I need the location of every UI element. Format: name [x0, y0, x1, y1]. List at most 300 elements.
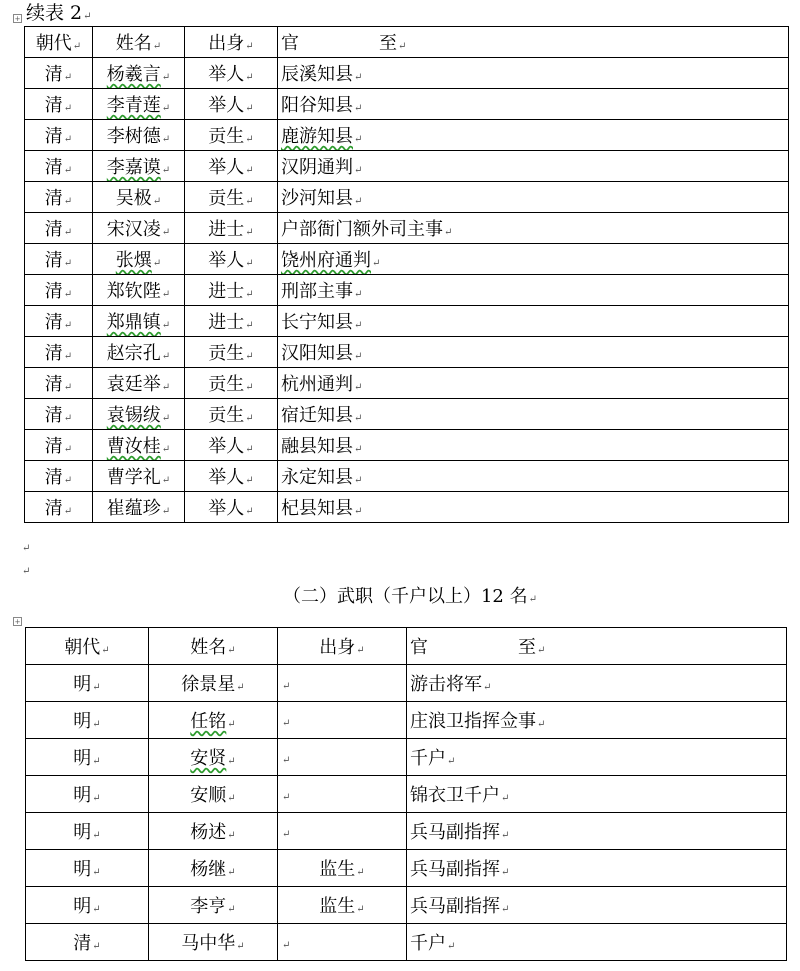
paragraph-mark-icon: ↵ [227, 830, 236, 841]
cell-dynasty [25, 430, 93, 461]
cell-office-text: 兵马副指挥 [410, 822, 500, 843]
table-row [26, 776, 787, 813]
paragraph-mark-icon: ↵ [92, 756, 101, 767]
paragraph-mark-icon: ↵ [282, 791, 291, 803]
cell-office-text: 宿迁知县 [281, 405, 353, 426]
paragraph-mark-icon: ↵ [152, 258, 162, 269]
paragraph-mark-icon: ↵ [227, 719, 236, 730]
cell-dynasty-text: 清 [44, 250, 63, 271]
paragraph-mark-icon: ↵ [83, 11, 92, 22]
cell-dynasty-text: 清 [44, 219, 63, 240]
paragraph-mark-icon: ↵ [282, 717, 291, 729]
cell-dynasty-text: 清 [44, 436, 63, 457]
cell-office-text: 辰溪知县 [281, 64, 353, 85]
paragraph-mark-icon: ↵ [22, 566, 31, 577]
paragraph-mark-icon: ↵ [354, 134, 363, 145]
cell-dynasty [25, 492, 93, 523]
table-row [26, 924, 787, 961]
cell-origin-text: 举人 [208, 436, 245, 457]
cell-dynasty-text: 清 [44, 157, 63, 178]
paragraph-mark-icon: ↵ [245, 165, 254, 176]
cell-dynasty [25, 275, 93, 306]
cell-origin-text: 贡生 [208, 343, 245, 364]
cell-name-text: 马中华 [181, 933, 236, 954]
cell-office [278, 461, 789, 492]
cell-name [149, 776, 278, 813]
cell-origin-text: 进士 [208, 312, 245, 333]
paragraph-mark-icon: ↵ [354, 103, 363, 114]
cell-office [407, 924, 787, 961]
cell-dynasty [25, 337, 93, 368]
paragraph-mark-icon: ↵ [161, 72, 171, 83]
paragraph-mark-icon: ↵ [161, 506, 171, 517]
header-origin: 出身↵ [185, 27, 278, 58]
paragraph-mark-icon: ↵ [356, 867, 365, 878]
cell-name [93, 430, 185, 461]
table-row [26, 702, 787, 739]
cell-office [278, 492, 789, 523]
cell-origin [278, 739, 407, 776]
cell-name [149, 850, 278, 887]
header-dynasty: 朝代↵ [26, 628, 149, 665]
cell-name-text: 袁锡绂 [106, 405, 161, 426]
paragraph-mark-icon: ↵ [245, 506, 254, 517]
cell-dynasty [26, 665, 149, 702]
cell-origin [185, 306, 278, 337]
cell-office [278, 275, 789, 306]
paragraph-mark-icon: ↵ [354, 382, 363, 393]
paragraph-mark-icon: ↵ [236, 682, 245, 693]
paragraph-mark-icon: ↵ [245, 258, 254, 269]
cell-dynasty [25, 89, 93, 120]
table-row [25, 213, 789, 244]
military-officials-table [25, 627, 787, 961]
cell-origin-text: 举人 [208, 250, 245, 271]
paragraph-mark-icon: ↵ [447, 756, 456, 767]
table-header-row [26, 628, 787, 665]
cell-dynasty-text: 清 [44, 498, 63, 519]
table-row [25, 151, 789, 182]
header-dynasty: 朝代↵ [25, 27, 93, 58]
paragraph-mark-icon: ↵ [152, 196, 162, 207]
paragraph-mark-icon: ↵ [282, 680, 291, 692]
cell-origin [278, 776, 407, 813]
cell-office-text: 鹿游知县 [281, 126, 353, 147]
cell-origin [185, 120, 278, 151]
paragraph-mark-icon: ↵ [63, 506, 73, 517]
paragraph-mark-icon: ↵ [501, 830, 510, 841]
table-row [26, 887, 787, 924]
paragraph-mark-icon: ↵ [63, 227, 73, 238]
cell-office [278, 213, 789, 244]
cell-dynasty [25, 244, 93, 275]
cell-dynasty-text: 明 [73, 748, 92, 769]
cell-dynasty-text: 清 [44, 405, 63, 426]
table-row [25, 275, 789, 306]
cell-office-text: 千户 [410, 933, 446, 954]
paragraph-mark-icon: ↵ [161, 289, 171, 300]
cell-name [149, 702, 278, 739]
cell-dynasty-text: 清 [44, 126, 63, 147]
paragraph-mark-icon: ↵ [227, 867, 236, 878]
cell-name [149, 924, 278, 961]
cell-name [93, 399, 185, 430]
paragraph-mark-icon: ↵ [63, 103, 73, 114]
cell-dynasty-text: 清 [73, 933, 92, 954]
cell-office-text: 杭州通判 [281, 374, 353, 395]
cell-office-text: 融县知县 [281, 436, 353, 457]
paragraph-mark-icon: ↵ [92, 682, 101, 693]
cell-office-text: 饶州府通判 [281, 250, 371, 271]
cell-dynasty [25, 306, 93, 337]
paragraph-mark-icon: ↵ [483, 682, 492, 693]
cell-office-text: 杞县知县 [281, 498, 353, 519]
paragraph-mark-icon: ↵ [63, 413, 73, 424]
paragraph-mark-icon: ↵ [282, 754, 291, 766]
cell-office [278, 151, 789, 182]
cell-origin-text: 举人 [208, 498, 245, 519]
table-row [25, 89, 789, 120]
cell-name-text: 袁廷举 [106, 374, 161, 395]
cell-dynasty-text: 清 [44, 281, 63, 302]
paragraph-mark-icon: ↵ [161, 351, 171, 362]
cell-office [278, 58, 789, 89]
cell-name [93, 182, 185, 213]
cell-office [278, 368, 789, 399]
cell-name-text: 杨羲言 [106, 64, 161, 85]
paragraph-mark-icon: ↵ [354, 320, 363, 331]
cell-origin [185, 399, 278, 430]
cell-origin [278, 702, 407, 739]
cell-dynasty-text: 清 [44, 343, 63, 364]
paragraph-mark-icon: ↵ [63, 444, 73, 455]
cell-name-text: 杨述 [190, 822, 227, 843]
cell-name-text: 李青莲 [106, 95, 161, 116]
cell-dynasty [25, 182, 93, 213]
paragraph-mark-icon: ↵ [356, 904, 365, 915]
cell-office-text: 庄浪卫指挥佥事 [410, 711, 536, 732]
cell-office [407, 665, 787, 702]
table1-caption-text: 续表 2 [26, 2, 83, 24]
section-heading: （二）武职（千户以上）12 名↵ [282, 586, 537, 607]
header-name: 姓名↵ [149, 628, 278, 665]
paragraph-mark-icon: ↵ [354, 413, 363, 424]
table-row [25, 337, 789, 368]
cell-office-text: 千户 [410, 748, 446, 769]
paragraph-mark-icon: ↵ [63, 351, 73, 362]
cell-office-text: 刑部主事 [281, 281, 353, 302]
cell-origin [185, 58, 278, 89]
paragraph-mark-icon: ↵ [92, 904, 101, 915]
cell-dynasty-text: 清 [44, 374, 63, 395]
cell-dynasty-text: 明 [73, 896, 92, 917]
cell-name-text: 赵宗孔 [106, 343, 161, 364]
cell-origin [185, 430, 278, 461]
cell-origin [185, 89, 278, 120]
cell-office-text: 永定知县 [281, 467, 353, 488]
header-name: 姓名↵ [93, 27, 185, 58]
paragraph-mark-icon: ↵ [282, 939, 291, 951]
cell-office-text: 户部衙门额外司主事 [281, 219, 443, 240]
cell-office [278, 430, 789, 461]
cell-name-text: 安顺 [190, 785, 227, 806]
table-row [25, 430, 789, 461]
cell-office [278, 182, 789, 213]
cell-name-text: 崔蕴珍 [106, 498, 161, 519]
paragraph-mark-icon: ↵ [372, 258, 381, 269]
cell-origin [278, 850, 407, 887]
paragraph-mark-icon: ↵ [63, 196, 73, 207]
cell-origin-text: 贡生 [208, 126, 245, 147]
cell-name-text: 杨继 [190, 859, 227, 880]
cell-name-text: 郑钦陛 [106, 281, 161, 302]
cell-name [149, 887, 278, 924]
paragraph-mark-icon: ↵ [63, 258, 73, 269]
cell-name-text: 任铭 [190, 711, 227, 732]
cell-office [278, 306, 789, 337]
cell-dynasty [25, 399, 93, 430]
paragraph-mark-icon: ↵ [161, 444, 171, 455]
paragraph-mark-icon: ↵ [245, 382, 254, 393]
cell-office [407, 776, 787, 813]
paragraph-mark-icon: ↵ [354, 351, 363, 362]
table-row [26, 850, 787, 887]
cell-dynasty-text: 清 [44, 64, 63, 85]
cell-office-text: 长宁知县 [281, 312, 353, 333]
header-office: 官 至↵ [278, 27, 789, 58]
paragraph-mark-icon: ↵ [236, 941, 245, 952]
cell-dynasty [25, 368, 93, 399]
header-office: 官 至↵ [407, 628, 787, 665]
cell-dynasty [25, 58, 93, 89]
cell-origin [185, 461, 278, 492]
paragraph-mark-icon: ↵ [354, 289, 363, 300]
table-row [25, 120, 789, 151]
paragraph-mark-icon: ↵ [161, 320, 171, 331]
paragraph-mark-icon: ↵ [92, 867, 101, 878]
cell-dynasty [26, 850, 149, 887]
paragraph-mark-icon: ↵ [92, 941, 101, 952]
cell-office [407, 813, 787, 850]
cell-dynasty-text: 清 [44, 188, 63, 209]
cell-office-text: 兵马副指挥 [410, 859, 500, 880]
cell-dynasty-text: 明 [73, 785, 92, 806]
cell-name [93, 461, 185, 492]
cell-office [278, 399, 789, 430]
cell-name [93, 368, 185, 399]
table2-move-handle[interactable]: + [14, 618, 21, 626]
paragraph-mark-icon: ↵ [227, 793, 236, 804]
cell-dynasty-text: 清 [44, 312, 63, 333]
cell-dynasty [26, 887, 149, 924]
cell-dynasty-text: 明 [73, 674, 92, 695]
cell-name [93, 306, 185, 337]
cell-origin-text: 贡生 [208, 374, 245, 395]
cell-origin-text: 举人 [208, 157, 245, 178]
cell-dynasty [25, 213, 93, 244]
paragraph-mark-icon: ↵ [447, 941, 456, 952]
table-row [25, 244, 789, 275]
cell-origin [185, 151, 278, 182]
paragraph-mark-icon: ↵ [537, 719, 546, 730]
table1-caption [26, 2, 92, 28]
cell-name-text: 李亨 [190, 896, 227, 917]
paragraph-mark-icon: ↵ [501, 904, 510, 915]
cell-name-text: 宋汉凌 [106, 219, 161, 240]
cell-dynasty-text: 清 [44, 95, 63, 116]
paragraph-mark-icon: ↵ [63, 72, 73, 83]
cell-origin-text: 进士 [208, 219, 245, 240]
cell-origin [185, 337, 278, 368]
table-row [25, 399, 789, 430]
cell-dynasty-text: 明 [73, 711, 92, 732]
paragraph-mark-icon: ↵ [245, 227, 254, 238]
paragraph-mark-icon: ↵ [354, 196, 363, 207]
paragraph-mark-icon: ↵ [161, 475, 171, 486]
paragraph-mark-icon: ↵ [282, 828, 291, 840]
paragraph-mark-icon: ↵ [63, 165, 73, 176]
cell-dynasty [26, 924, 149, 961]
paragraph-mark-icon: ↵ [227, 904, 236, 915]
cell-dynasty [26, 702, 149, 739]
paragraph-mark-icon: ↵ [92, 719, 101, 730]
cell-office-text: 游击将军 [410, 674, 482, 695]
paragraph-mark-icon: ↵ [245, 196, 254, 207]
paragraph-mark-icon: ↵ [161, 165, 171, 176]
paragraph-mark-icon: ↵ [245, 289, 254, 300]
cell-origin [185, 275, 278, 306]
paragraph-mark-icon: ↵ [245, 320, 254, 331]
cell-name [93, 120, 185, 151]
table-row [26, 813, 787, 850]
paragraph-mark-icon: ↵ [245, 103, 254, 114]
paragraph-mark-icon: ↵ [354, 72, 363, 83]
cell-office-text: 锦衣卫千户 [410, 785, 500, 806]
table-row [26, 665, 787, 702]
paragraph-mark-icon: ↵ [245, 134, 254, 145]
cell-office [407, 850, 787, 887]
paragraph-mark-icon: ↵ [501, 867, 510, 878]
paragraph-mark-icon: ↵ [354, 475, 363, 486]
cell-name-text: 吴极 [115, 188, 152, 209]
cell-office [278, 120, 789, 151]
cell-origin [278, 887, 407, 924]
cell-office-text: 汉阳知县 [281, 343, 353, 364]
cell-name-text: 曹学礼 [106, 467, 161, 488]
table-row [26, 739, 787, 776]
cell-name-text: 张熼 [115, 250, 152, 271]
paragraph-mark-icon: ↵ [354, 165, 363, 176]
paragraph-mark-icon: ↵ [444, 227, 453, 238]
cell-origin-text: 举人 [208, 64, 245, 85]
cell-name [93, 213, 185, 244]
table-header-row [25, 27, 789, 58]
cell-origin [185, 182, 278, 213]
cell-name [93, 244, 185, 275]
paragraph-mark-icon: ↵ [245, 351, 254, 362]
cell-office-text: 兵马副指挥 [410, 896, 500, 917]
cell-origin-text: 监生 [319, 896, 356, 917]
cell-name-text: 徐景星 [181, 674, 236, 695]
table-row [25, 492, 789, 523]
header-origin: 出身↵ [278, 628, 407, 665]
paragraph-mark-icon: ↵ [354, 506, 363, 517]
cell-office-text: 汉阴通判 [281, 157, 353, 178]
table-row [25, 368, 789, 399]
paragraph-mark-icon: ↵ [161, 134, 171, 145]
paragraph-mark-icon: ↵ [501, 793, 510, 804]
paragraph-mark-icon: ↵ [92, 793, 101, 804]
cell-office [407, 739, 787, 776]
cell-origin-text: 举人 [208, 95, 245, 116]
table-row [25, 58, 789, 89]
paragraph-mark-icon: ↵ [63, 289, 73, 300]
cell-name [93, 89, 185, 120]
paragraph-mark-icon: ↵ [161, 413, 171, 424]
cell-origin-text: 贡生 [208, 405, 245, 426]
cell-origin-text: 举人 [208, 467, 245, 488]
cell-origin [185, 244, 278, 275]
cell-office-text: 沙河知县 [281, 188, 353, 209]
paragraph-mark-icon: ↵ [245, 444, 254, 455]
paragraph-mark-icon: ↵ [227, 756, 236, 767]
cell-dynasty-text: 明 [73, 822, 92, 843]
cell-office [407, 702, 787, 739]
cell-dynasty [26, 739, 149, 776]
paragraph-mark-icon: ↵ [354, 444, 363, 455]
cell-dynasty [26, 776, 149, 813]
cell-name-text: 安贤 [190, 748, 227, 769]
cell-origin-text: 监生 [319, 859, 356, 880]
table-row [25, 306, 789, 337]
cell-name [93, 337, 185, 368]
paragraph-mark-icon: ↵ [245, 413, 254, 424]
cell-dynasty [25, 461, 93, 492]
paragraph-mark-icon: ↵ [92, 830, 101, 841]
cell-dynasty [25, 151, 93, 182]
table-row [25, 182, 789, 213]
cell-origin [185, 368, 278, 399]
cell-name-text: 李树德 [106, 126, 161, 147]
cell-dynasty-text: 明 [73, 859, 92, 880]
cell-office [278, 244, 789, 275]
cell-name [93, 492, 185, 523]
cell-name [93, 58, 185, 89]
table-row [25, 461, 789, 492]
cell-origin [278, 813, 407, 850]
cell-name [149, 739, 278, 776]
paragraph-mark-icon: ↵ [63, 475, 73, 486]
paragraph-mark-icon: ↵ [161, 103, 171, 114]
officials-table [24, 26, 789, 523]
cell-name [149, 813, 278, 850]
table1-move-handle[interactable]: + [14, 15, 21, 23]
cell-name [149, 665, 278, 702]
paragraph-mark-icon: ↵ [161, 227, 171, 238]
cell-origin [185, 213, 278, 244]
cell-origin [278, 665, 407, 702]
cell-origin [185, 492, 278, 523]
cell-name-text: 李嘉谟 [106, 157, 161, 178]
cell-name-text: 郑鼎镇 [106, 312, 161, 333]
cell-origin-text: 贡生 [208, 188, 245, 209]
cell-name-text: 曹汝桂 [106, 436, 161, 457]
paragraph-mark-icon: ↵ [245, 72, 254, 83]
cell-name [93, 275, 185, 306]
cell-origin [278, 924, 407, 961]
cell-name [93, 151, 185, 182]
cell-dynasty-text: 清 [44, 467, 63, 488]
